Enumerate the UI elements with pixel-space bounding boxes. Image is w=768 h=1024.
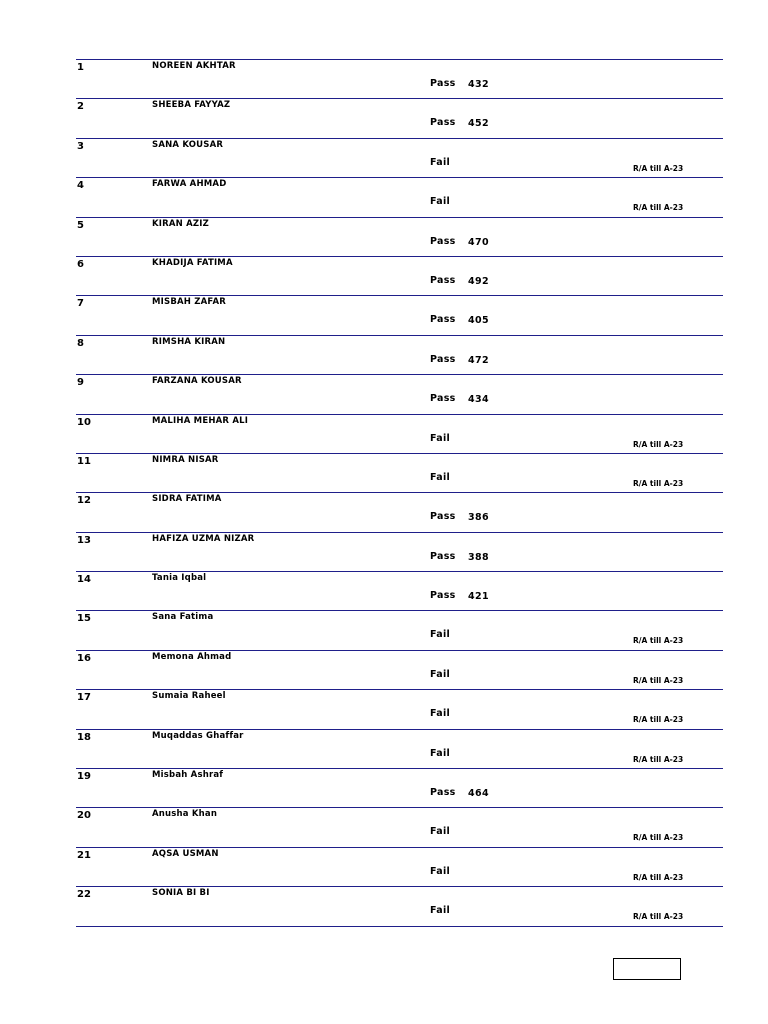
student-name: Sana Fatima <box>152 612 214 623</box>
roll-number: 11 <box>77 455 91 467</box>
total-marks: 388 <box>468 551 490 563</box>
reappear-remark: R/A till A-23 <box>633 833 684 843</box>
result-row <box>76 847 723 886</box>
total-marks: 492 <box>468 275 490 287</box>
student-name: SHEEBA FAYYAZ <box>152 100 231 111</box>
result-status: Fail <box>430 471 451 483</box>
result-row <box>76 610 723 649</box>
result-row <box>76 256 723 295</box>
roll-number: 6 <box>77 258 84 270</box>
total-marks: 421 <box>468 591 490 603</box>
page-footer-box <box>613 958 681 980</box>
student-name: NOREEN AKHTAR <box>152 61 236 71</box>
result-status: Fail <box>430 668 451 680</box>
result-row <box>76 768 723 807</box>
result-status: Pass <box>430 314 456 326</box>
result-status: Fail <box>430 905 451 917</box>
result-status: Pass <box>430 511 456 523</box>
student-name: NIMRA NISAR <box>152 454 219 465</box>
roll-number: 21 <box>77 849 91 861</box>
result-row <box>76 335 723 374</box>
roll-number: 7 <box>77 298 84 310</box>
reappear-remark: R/A till A-23 <box>633 675 684 685</box>
result-row <box>76 807 723 846</box>
total-marks: 386 <box>468 512 490 524</box>
student-name: MALIHA MEHAR ALI <box>152 415 249 426</box>
roll-number: 17 <box>77 692 91 704</box>
result-status: Fail <box>430 432 451 444</box>
roll-number: 13 <box>77 534 91 546</box>
total-marks: 464 <box>468 788 490 800</box>
result-status: Pass <box>430 590 456 602</box>
student-name: Tania Iqbal <box>152 573 207 584</box>
roll-number: 22 <box>77 889 91 901</box>
reappear-remark: R/A till A-23 <box>633 203 684 213</box>
result-row <box>76 374 723 413</box>
reappear-remark: R/A till A-23 <box>633 912 684 922</box>
total-marks: 405 <box>468 315 490 327</box>
result-status: Pass <box>430 393 456 405</box>
student-name: Anusha Khan <box>152 809 218 820</box>
student-name: HAFIZA UZMA NIZAR <box>152 533 255 544</box>
roll-number: 12 <box>77 495 91 507</box>
roll-number: 8 <box>77 337 84 349</box>
roll-number: 2 <box>77 101 84 113</box>
student-name: AQSA USMAN <box>152 848 219 859</box>
result-status: Pass <box>430 550 456 562</box>
student-name: SANA KOUSAR <box>152 139 224 150</box>
roll-number: 5 <box>77 219 84 231</box>
roll-number: 9 <box>77 377 84 389</box>
reappear-remark: R/A till A-23 <box>633 439 684 449</box>
total-marks: 472 <box>468 354 490 366</box>
result-status: Fail <box>430 196 451 208</box>
result-row <box>76 689 723 728</box>
roll-number: 1 <box>77 62 84 73</box>
result-status: Fail <box>430 629 451 641</box>
roll-number: 19 <box>77 771 91 783</box>
roll-number: 15 <box>77 613 91 625</box>
total-marks: 452 <box>468 118 490 130</box>
roll-number: 3 <box>77 140 84 152</box>
student-name: RIMSHA KIRAN <box>152 336 226 347</box>
result-sheet <box>76 59 723 927</box>
reappear-remark: R/A till A-23 <box>633 872 684 882</box>
result-status: Fail <box>430 708 451 720</box>
roll-number: 14 <box>77 574 91 586</box>
result-status: Fail <box>430 747 451 759</box>
student-name: KHADIJA FATIMA <box>152 257 233 268</box>
reappear-remark: R/A till A-23 <box>633 715 684 725</box>
student-name: KIRAN AZIZ <box>152 218 210 229</box>
result-status: Pass <box>430 235 456 247</box>
result-status: Pass <box>430 117 456 129</box>
student-name: SONIA BI BI <box>152 888 210 899</box>
result-status: Fail <box>430 156 451 168</box>
roll-number: 10 <box>77 416 91 428</box>
student-name: Memona Ahmad <box>152 651 232 662</box>
result-row <box>76 886 723 926</box>
reappear-remark: R/A till A-23 <box>633 754 684 764</box>
result-status: Pass <box>430 353 456 365</box>
result-row <box>76 217 723 256</box>
result-row <box>76 414 723 453</box>
student-name: FARWA AHMAD <box>152 179 227 190</box>
result-row <box>76 177 723 216</box>
result-row <box>76 492 723 531</box>
result-status: Pass <box>430 274 456 286</box>
total-marks: 470 <box>468 236 490 248</box>
student-name: Sumaia Raheel <box>152 691 226 702</box>
result-row <box>76 138 723 177</box>
result-row <box>76 729 723 768</box>
result-row <box>76 98 723 137</box>
result-row <box>76 532 723 571</box>
result-status: Fail <box>430 826 451 838</box>
student-name: Muqaddas Ghaffar <box>152 730 244 741</box>
result-row <box>76 59 723 98</box>
student-name: Misbah Ashraf <box>152 770 224 781</box>
result-row <box>76 295 723 334</box>
result-status: Pass <box>430 78 456 89</box>
roll-number: 16 <box>77 652 91 664</box>
result-status: Fail <box>430 865 451 877</box>
student-name: SIDRA FATIMA <box>152 494 222 505</box>
roll-number: 20 <box>77 810 91 822</box>
roll-number: 4 <box>77 180 84 192</box>
total-marks: 432 <box>468 79 490 90</box>
reappear-remark: R/A till A-23 <box>633 163 684 173</box>
result-status: Pass <box>430 787 456 799</box>
roll-number: 18 <box>77 731 91 743</box>
student-name: FARZANA KOUSAR <box>152 376 242 387</box>
result-row <box>76 650 723 689</box>
result-row <box>76 571 723 610</box>
student-name: MISBAH ZAFAR <box>152 297 226 308</box>
result-row <box>76 453 723 492</box>
total-marks: 434 <box>468 394 490 406</box>
reappear-remark: R/A till A-23 <box>633 478 684 488</box>
reappear-remark: R/A till A-23 <box>633 636 684 646</box>
